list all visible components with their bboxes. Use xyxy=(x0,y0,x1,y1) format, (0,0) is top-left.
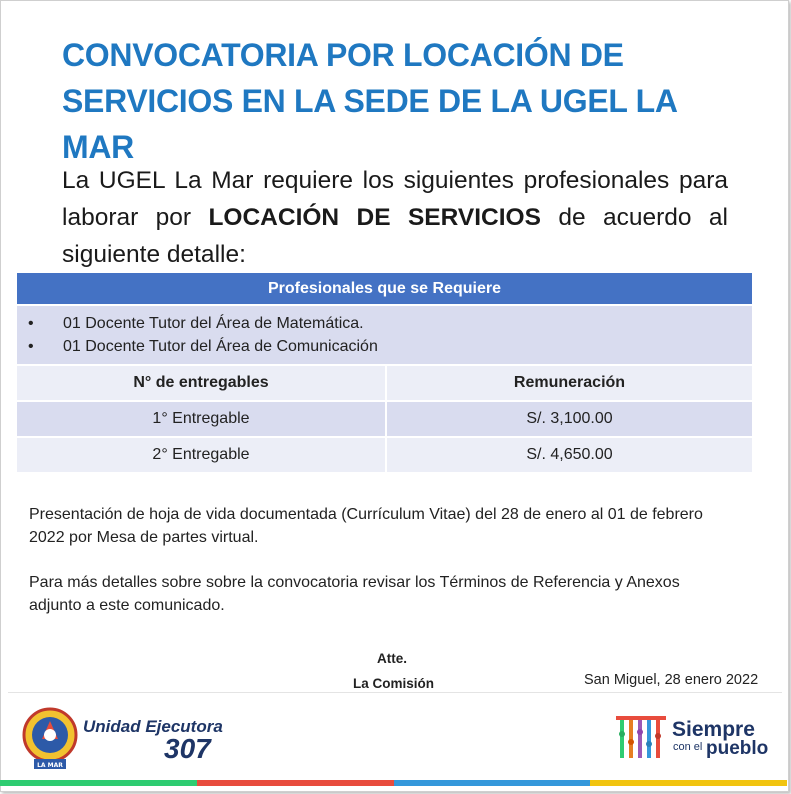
slogan-con-el: con el xyxy=(673,741,703,753)
professionals-list xyxy=(17,312,752,358)
svg-text:LA MAR: LA MAR xyxy=(37,762,63,769)
footer-color-stripe xyxy=(0,780,787,786)
intro-text-bold: LOCACIÓN DE SERVICIOS xyxy=(208,204,541,231)
siempre-logo-icon xyxy=(616,714,666,762)
table-row xyxy=(17,402,752,436)
details-paragraph: Para más detalles sobre sobre la convocatoria revisar los Términos de Referencia y Anexos adjunto a este comunicado. xyxy=(29,574,680,614)
professionals-list-cell xyxy=(17,306,752,364)
table-cell-entregable: 2° Entregable xyxy=(17,438,387,472)
intro-text-start: La UGEL La Mar requiere los siguientes profesionales para laborar por xyxy=(62,167,728,231)
column-header-row xyxy=(17,366,752,400)
unidad-ejecutora-label: Unidad Ejecutora xyxy=(83,717,223,736)
intro-text-end: de acuerdo al siguiente detalle: xyxy=(62,204,728,268)
table-cell-monto: S/. 4,650.00 xyxy=(387,438,752,472)
list-item: • 01 Docente Tutor del Área de Matemática. xyxy=(17,312,752,335)
column-header-remuneracion: Remuneración xyxy=(387,366,752,400)
intro-paragraph xyxy=(62,162,728,273)
signature-commission: La Comisión xyxy=(353,676,435,691)
requirements-table xyxy=(17,271,752,474)
table-header: Profesionales que se Requiere xyxy=(17,273,752,304)
unidad-ejecutora-number: 307 xyxy=(164,733,211,764)
presentation-paragraph: Presentación de hoja de vida documentada (Currículum Vitae) del 28 de enero al 01 de febrero 2022 por Mesa de partes virtual. xyxy=(29,506,703,546)
table-row xyxy=(17,438,752,472)
page-title: CONVOCATORIA POR LOCACIÓN DE SERVICIOS EN LA SEDE DE LA UGEL LA MAR xyxy=(62,37,677,165)
date-place: San Miguel, 28 enero 2022 xyxy=(584,672,759,688)
column-header-entregables: N° de entregables xyxy=(17,366,387,400)
table-cell-monto: S/. 3,100.00 xyxy=(387,402,752,436)
slogan-siempre: Siempre xyxy=(672,718,755,741)
slogan-pueblo: pueblo xyxy=(706,738,769,759)
footer-divider xyxy=(8,692,782,693)
ugel-seal-icon xyxy=(22,705,78,775)
signature-atte: Atte. xyxy=(377,651,407,666)
list-item: • 01 Docente Tutor del Área de Comunicación xyxy=(17,335,752,358)
table-cell-entregable: 1° Entregable xyxy=(17,402,387,436)
